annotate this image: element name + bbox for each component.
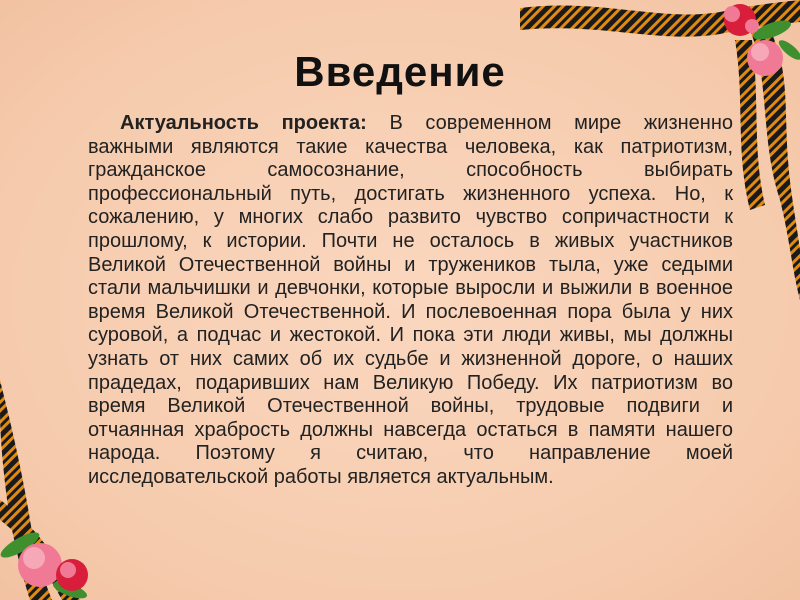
body-paragraph: [88, 112, 733, 490]
lead-label: Актуальность проекта:: [120, 112, 367, 134]
slide-title: Введение: [294, 48, 506, 95]
body-text: В современном мире жизненно важными являются такие качества человека, как патриотизм, гражданское самосознание, способность выбирать профессиональный путь, достигать жизненного успеха. Но, к сожалению, у многих слабо развито чувство сопричастности к прошлому, к истории. Почти не осталось в живых участников Великой Отечественной войны и тружеников тыла, уже седыми стали мальчишки и девчонки, которые выросли и выжили в военное время Великой Отечественной. И послевоенная пора была у них суровой, а подчас и жестокой. И пока эти люди живы, мы должны узнать от них самих об их судьбе и жизненной дороге, о наших прадедах, подаривших нам Великую Победу. Их патриотизм во время Великой Отечественной войны, трудовые подвиги и отчаянная храбрость должны навсегда остаться в памяти нашего народа. Поэтому я считаю, что направление моей исследовательской работы является актуальным.: [88, 112, 733, 488]
